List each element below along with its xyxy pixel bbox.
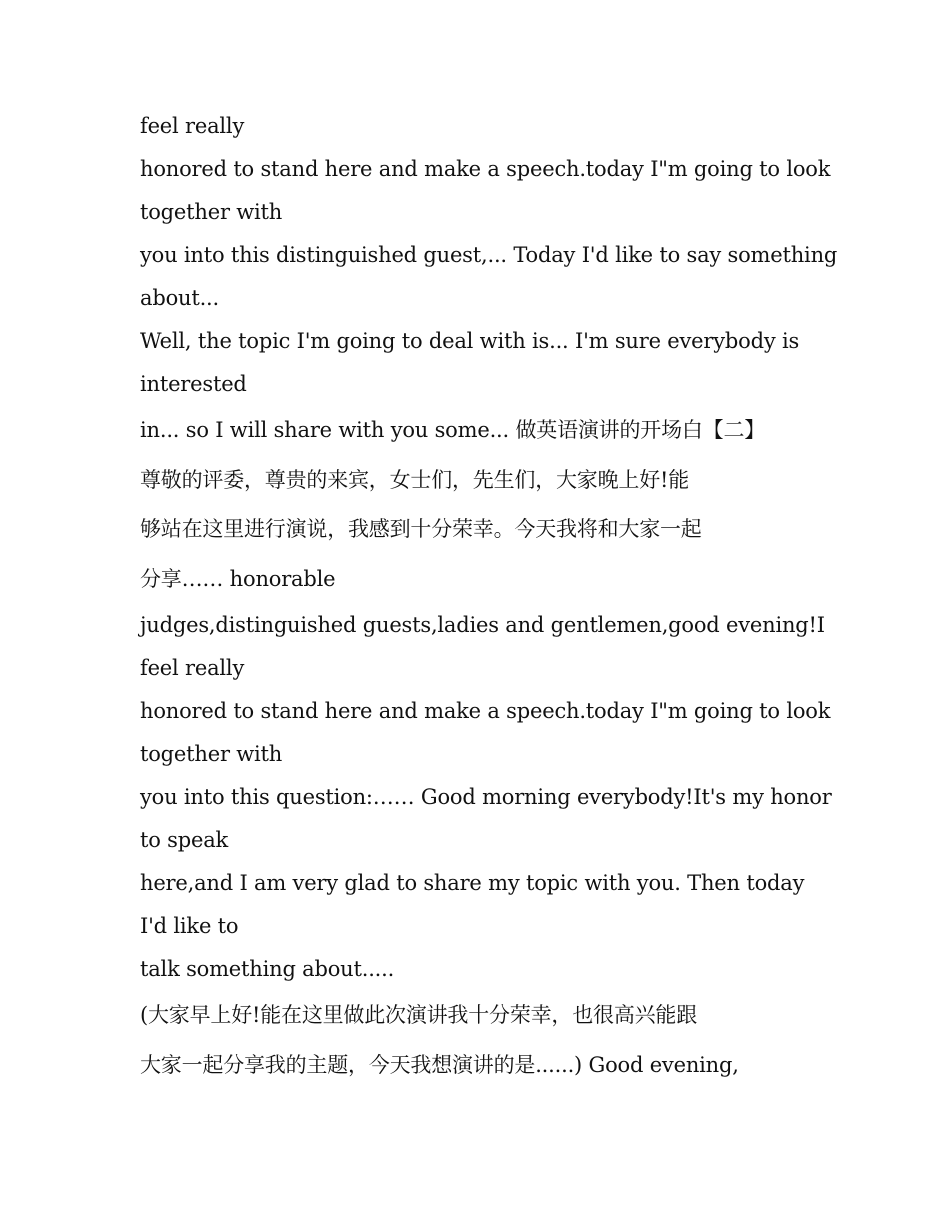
text-line: I'd like to [140,914,239,938]
text-line: 分享…… honorable [140,566,336,591]
text-line: together with [140,200,283,224]
text-line: you into this distinguished guest,... Today I'd like to say something [140,243,838,267]
text-line: interested [140,372,247,396]
text-line: honored to stand here and make a speech.today I"m going to look [140,157,831,181]
text-line: 大家一起分享我的主题，今天我想演讲的是......) Good evening, [140,1052,739,1077]
text-line: you into this question:…… Good morning everybody!It's my honor [140,785,832,809]
text-line: together with [140,742,283,766]
document-body [140,105,838,1090]
text-line: 尊敬的评委，尊贵的来宾，女士们，先生们，大家晚上好!能 [140,467,690,492]
text-line: to speak [140,828,229,852]
text-line: here,and I am very glad to share my topic with you. Then today [140,871,805,895]
text-line: honored to stand here and make a speech.today I"m going to look [140,699,831,723]
text-line: (大家早上好!能在这里做此次演讲我十分荣幸，也很高兴能跟 [140,1003,698,1027]
text-line: feel really [140,114,245,138]
text-line: about... [140,286,219,310]
text-line: feel really [140,656,245,680]
text-line: in... so I will share with you some... 做英语演讲的开场白【二】 [140,418,766,442]
text-line: talk something about..... [140,957,395,981]
text-line: judges,distinguished guests,ladies and gentlemen,good evening!I [140,613,825,637]
text-line: Well, the topic I'm going to deal with is... I'm sure everybody is [140,329,800,353]
text-line: 够站在这里进行演说，我感到十分荣幸。今天我将和大家一起 [140,517,702,541]
